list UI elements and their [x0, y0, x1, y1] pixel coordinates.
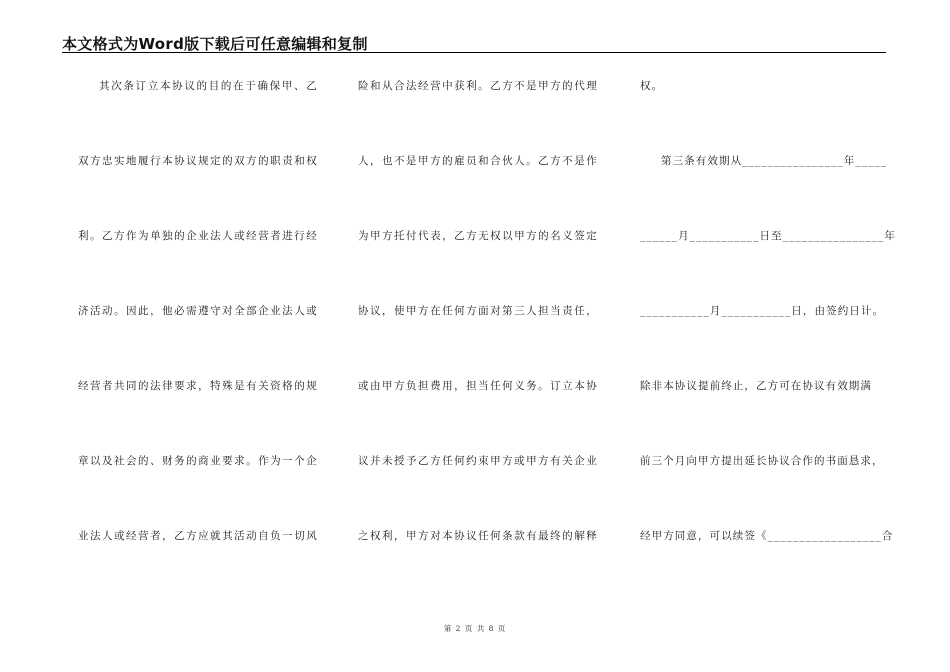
text-line: 业法人或经营者，乙方应就其活动自负一切风 — [78, 530, 318, 542]
text-line: 议并未授予乙方任何约束甲方或甲方有关企业 — [358, 455, 598, 467]
text-line: 人，也不是甲方的雇员和合伙人。乙方不是作 — [358, 155, 598, 167]
text-line: 经甲方同意，可以续签《__________________合 — [640, 530, 894, 542]
page-number: 第 2 页 共 8 页 — [443, 624, 507, 633]
text-line: 或由甲方负担费用，担当任何义务。订立本协 — [358, 380, 598, 392]
text-line: 双方忠实地履行本协议规定的双方的职责和权 — [78, 155, 318, 167]
text-line: 除非本协议提前终止，乙方可在协议有效期满 — [640, 380, 872, 392]
text-line: 之权利，甲方对本协议任何条款有最终的解释 — [358, 530, 598, 542]
document-header-title: 本文格式为Word版下载后可任意编辑和复制 — [62, 35, 368, 53]
text-column-1 — [78, 78, 318, 603]
text-line: 经营者共同的法律要求，特殊是有关资格的规 — [78, 380, 318, 392]
text-line: 权。 — [640, 80, 664, 92]
text-line: 为甲方托付代表，乙方无权以甲方的名义签定 — [358, 230, 598, 242]
text-line: 利。乙方作为单独的企业法人或经营者进行经 — [78, 230, 318, 242]
text-line: 济活动。因此，他必需遵守对全部企业法人或 — [78, 305, 318, 317]
text-line: ______月___________日至________________年 — [640, 230, 896, 242]
text-column-3 — [640, 78, 896, 603]
text-line: 其次条订立本协议的目的在于确保甲、乙 — [99, 80, 318, 92]
text-line: 前三个月向甲方提出延长协议合作的书面恳求， — [640, 455, 884, 467]
text-line: 协议，使甲方在任何方面对第三人担当责任， — [358, 305, 598, 317]
header-divider — [62, 52, 886, 53]
text-line: ___________月___________日，由签约日计。 — [640, 305, 885, 317]
text-line: 险和从合法经营中获利。乙方不是甲方的代理 — [358, 80, 598, 92]
text-line: 章以及社会的、财务的商业要求。作为一个企 — [78, 455, 318, 467]
text-column-2 — [358, 78, 598, 603]
text-line: 第三条有效期从________________年_____ — [661, 155, 888, 167]
